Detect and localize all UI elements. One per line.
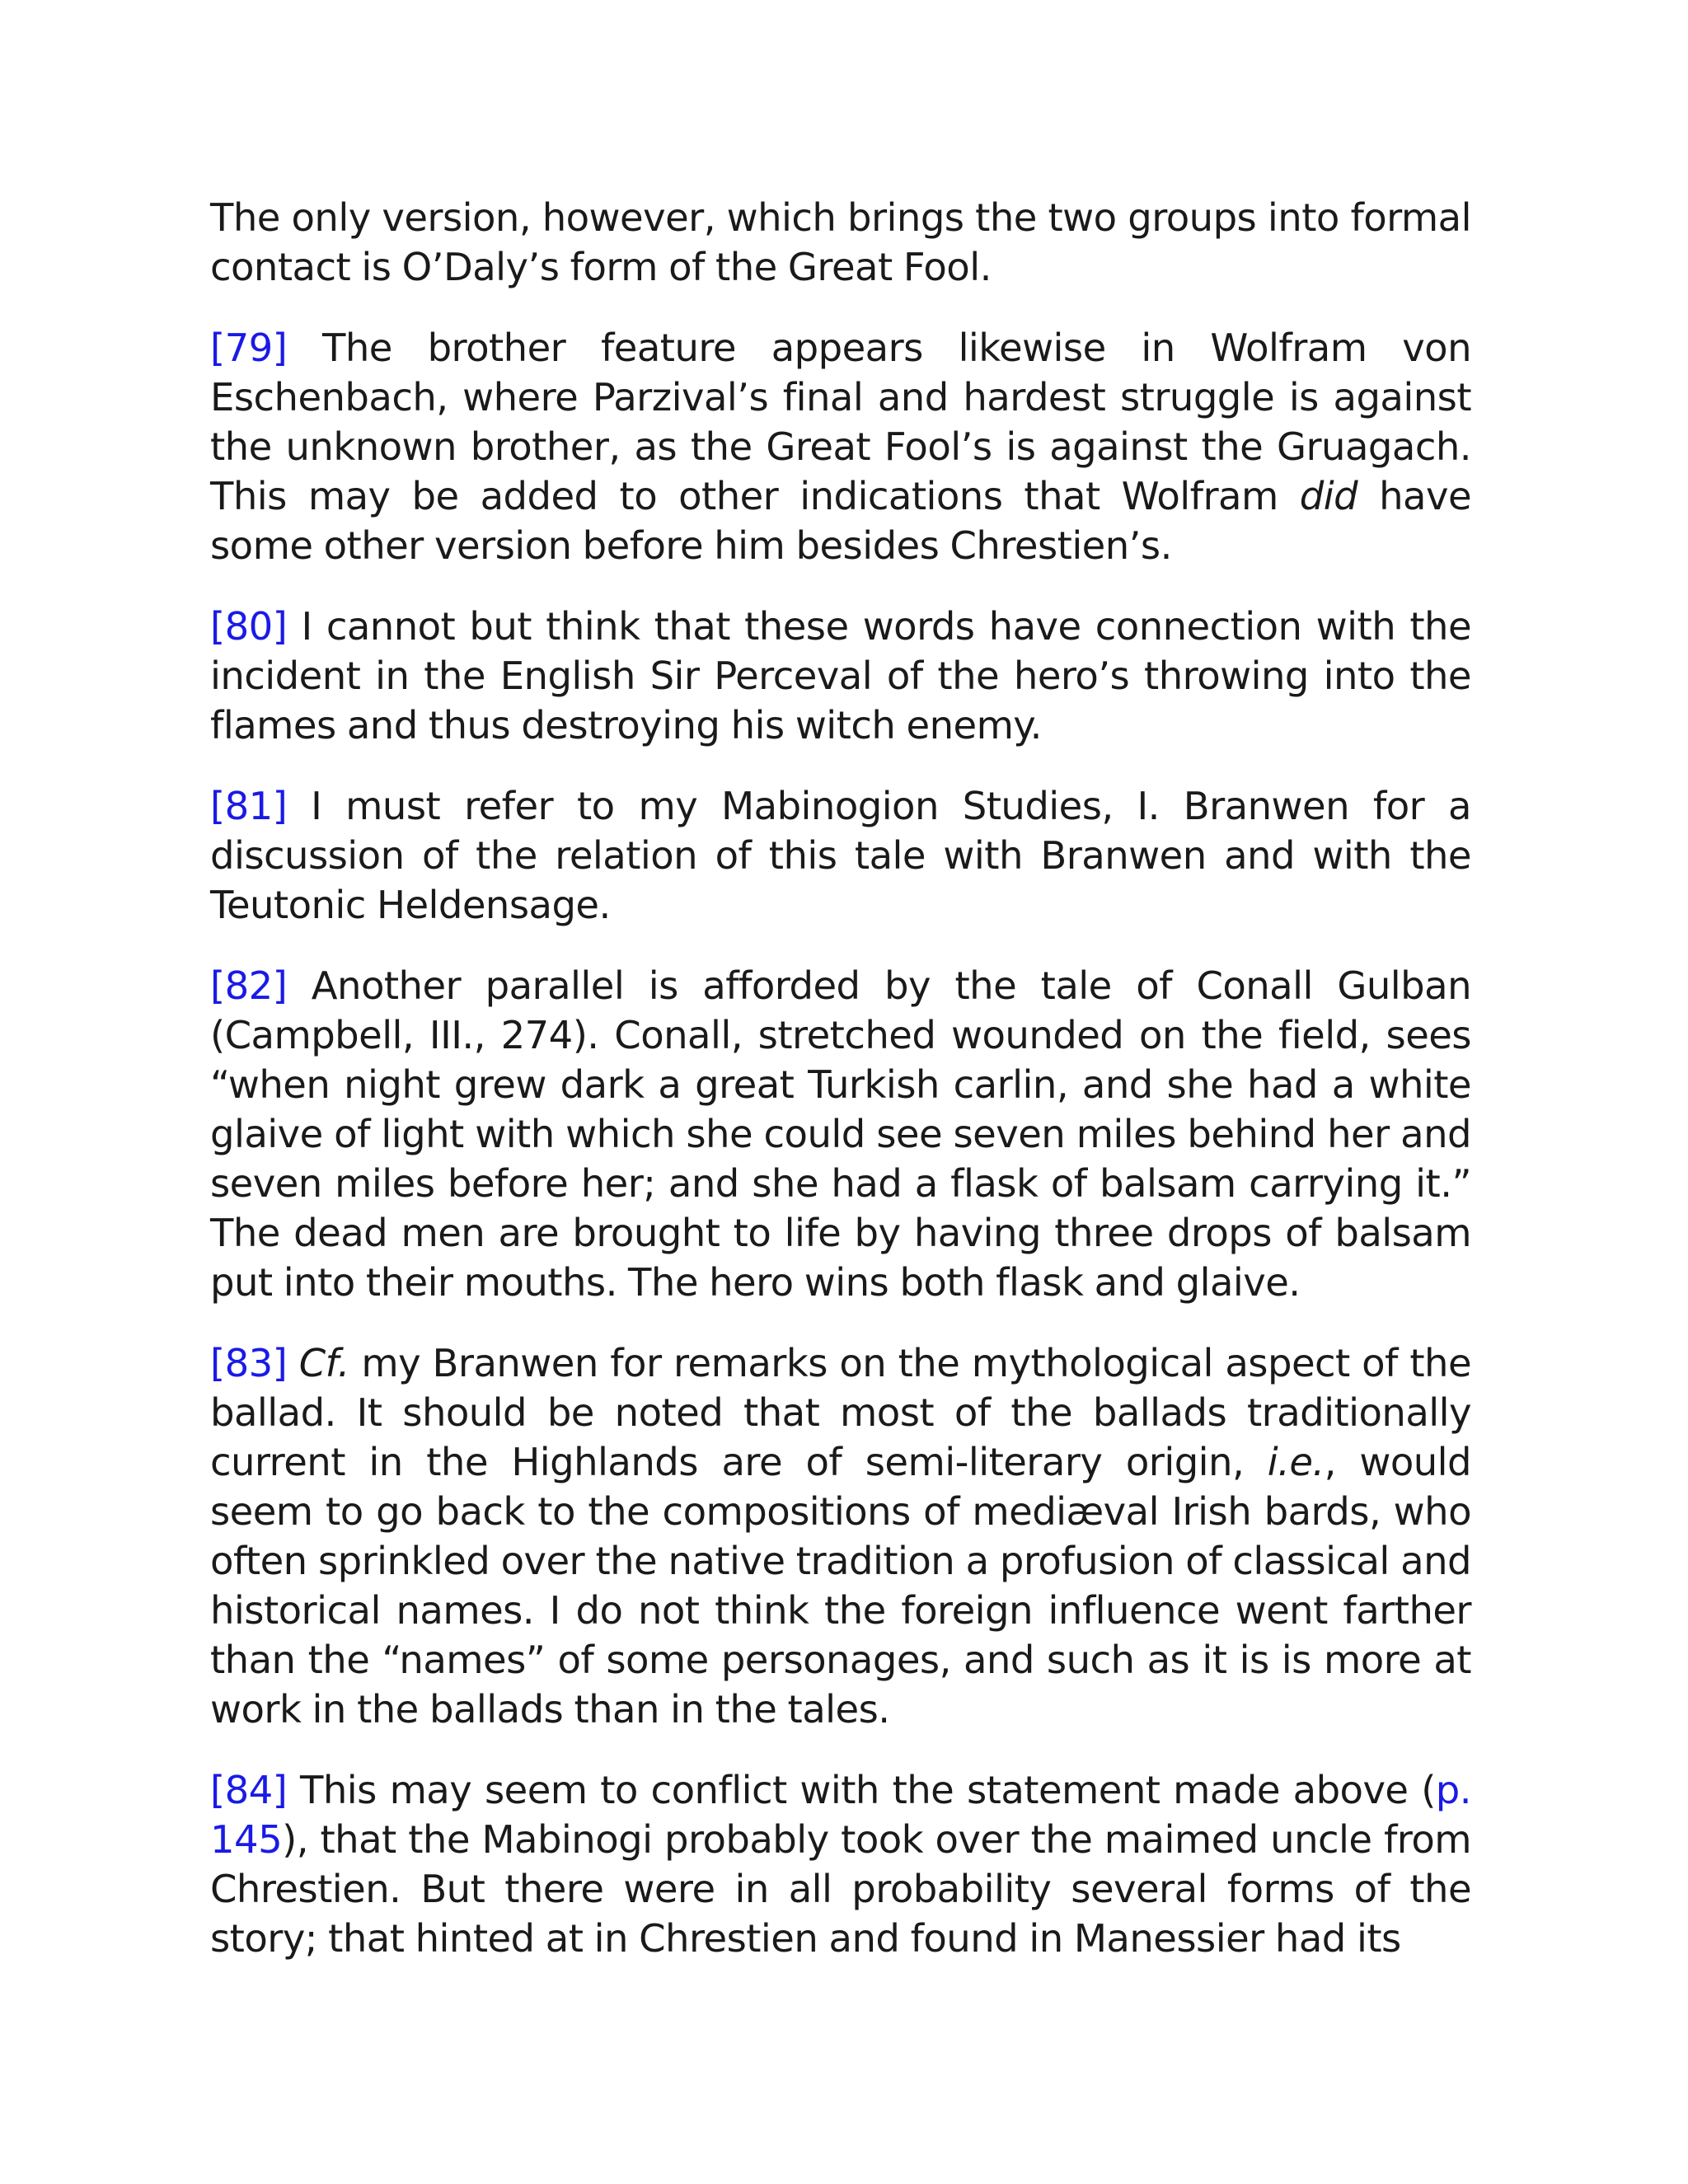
footnote-ref-link[interactable]: [84] <box>210 1768 288 1812</box>
body-text: have some other version before him besides Chrestien’s. <box>210 474 1471 568</box>
body-text: The brother feature appears likewise in Wolfram von Eschenbach, where Parzival’s final and hardest struggle is against the unknown brother, as the Great Fool’s is against the Gruagach. This may be added to other indications that Wolfram <box>210 326 1471 518</box>
footnote-ref-link[interactable]: [83] <box>210 1341 288 1385</box>
footnote-ref-link[interactable]: [79] <box>210 326 288 370</box>
footnote-paragraph <box>210 602 1471 750</box>
footnote-paragraph <box>210 781 1471 930</box>
footnote-continuation <box>210 193 1471 292</box>
body-text: I cannot but think that these words have connection with the incident in the English Sir Perceval of the hero’s throwing into the flames and thus destroying his witch enemy. <box>210 604 1471 748</box>
italic-text: i.e. <box>1267 1440 1325 1484</box>
body-text: This may seem to conflict with the statement made above ( <box>287 1768 1436 1812</box>
footnote-paragraph <box>210 961 1471 1307</box>
body-text: Another parallel is afforded by the tale of Conall Gulban (Campbell, III., 274). Conall, stretched wounded on the field, sees “when night grew dark a great Turkish carlin, and she had a white glaive of light with which she could see seven miles behind her and seven miles before her; and she had a flask of balsam carrying it.” The dead men are brought to life by having three drops of balsam put into their mouths. The hero wins both flask and glaive. <box>210 963 1471 1305</box>
body-text: I must refer to my Mabinogion Studies, I. Branwen for a discussion of the relation of this tale with Branwen and with the Teutonic Heldensage. <box>210 784 1471 927</box>
footnote-ref-link[interactable]: [80] <box>210 604 288 649</box>
body-text: The only version, however, which brings the two groups into formal contact is O’Daly’s form of the Great Fool. <box>210 195 1471 289</box>
footnote-ref-link[interactable]: [81] <box>210 784 288 828</box>
page-ref-link[interactable]: p. 145 <box>210 1768 1471 1862</box>
footnote-paragraph <box>210 323 1471 570</box>
body-text: my Branwen for remarks on the mythological aspect of the ballad. It should be noted that most of the ballads traditionally current in the Highlands are of semi-literary origin, <box>210 1341 1472 1484</box>
body-text: ), that the Mabinogi probably took over the maimed uncle from Chrestien. But there were in all probability several forms of the story; that hinted at in Chrestien and found in Manessier had its <box>210 1817 1471 1961</box>
body-text <box>287 1341 298 1385</box>
footnote-paragraph <box>210 1338 1471 1734</box>
body-text: , would seem to go back to the compositions of mediæval Irish bards, who often sprinkled over the native tradition a profusion of classical and historical names. I do not think the foreign influence went farther than the “names” of some personages, and such as it is is more at work in the ballads than in the tales. <box>210 1440 1471 1732</box>
footnote-ref-link[interactable]: [82] <box>210 963 288 1008</box>
italic-text: did <box>1299 474 1358 518</box>
footnote-paragraph <box>210 1765 1471 1963</box>
italic-text: Cf. <box>298 1341 349 1385</box>
document-body <box>210 193 1471 1994</box>
